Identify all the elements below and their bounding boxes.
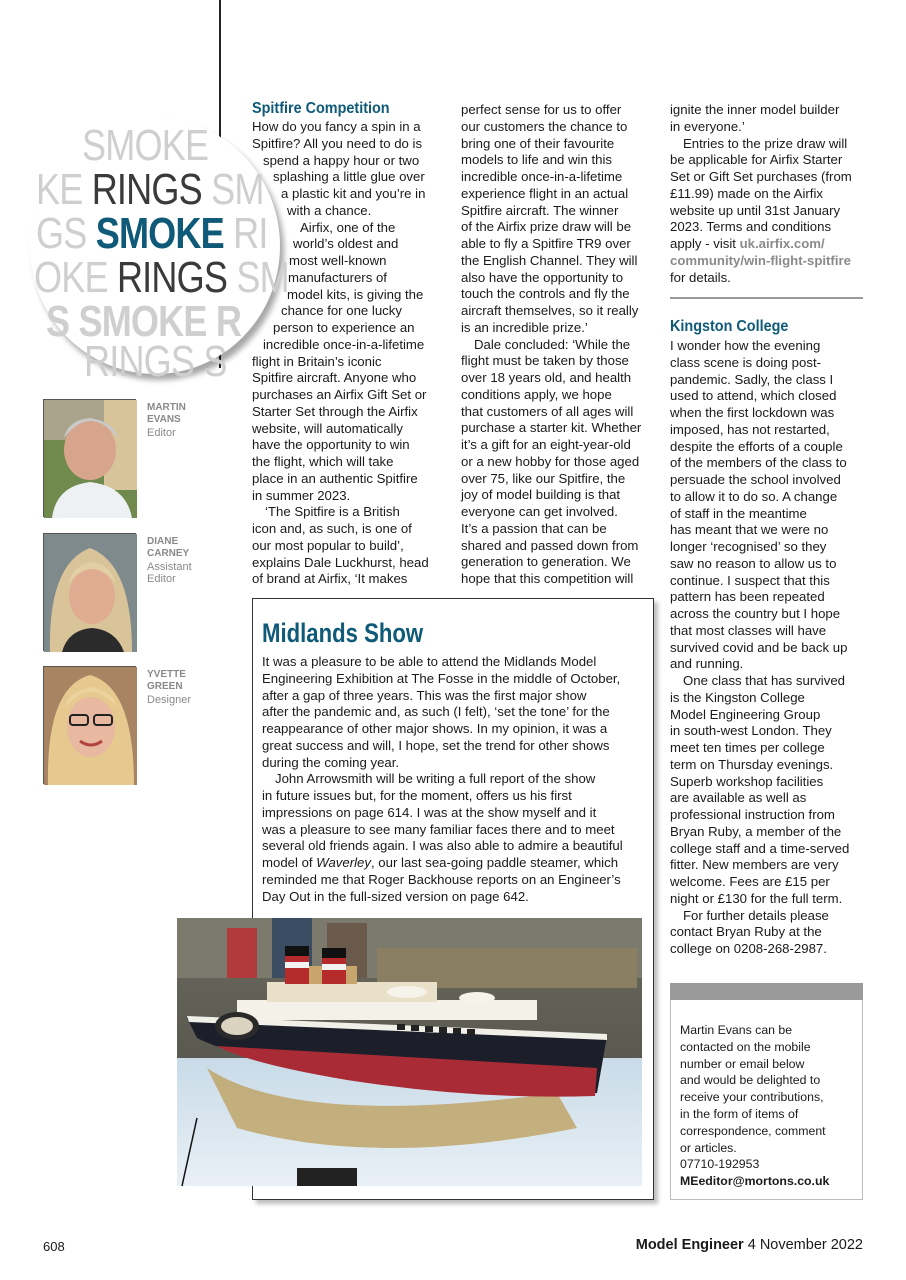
text-line: Entries to the prize draw will bbox=[683, 135, 848, 151]
text-line: longer ‘recognised’ so they bbox=[670, 539, 827, 554]
text-line: It was a pleasure to be able to attend the Midlands Model bbox=[262, 654, 597, 669]
text-line: contact Bryan Ruby at the bbox=[670, 924, 822, 940]
text-line: flight in Britain’s iconic bbox=[252, 353, 382, 369]
text-line: across the country but I hope bbox=[670, 606, 841, 621]
text-line: survived covid and be back up bbox=[670, 639, 848, 655]
text-line: spend a happy hour or two bbox=[263, 152, 420, 168]
staff-name: DIANE CARNEY bbox=[147, 536, 190, 559]
avatar bbox=[43, 666, 136, 784]
text-line: be applicable for Airfix Starter bbox=[670, 152, 843, 168]
staff-martin-evans bbox=[43, 399, 223, 517]
text-line: hope that this competition will bbox=[461, 571, 634, 586]
text-line: Bryan Ruby, a member of the bbox=[670, 823, 842, 839]
text-line: I wonder how the evening bbox=[670, 338, 821, 353]
text-line: also have the opportunity to bbox=[461, 269, 624, 285]
text-line: conditions apply, we hope bbox=[461, 386, 612, 402]
text-line: persuade the school involved bbox=[670, 472, 841, 487]
email-link[interactable]: MEeditor@mortons.co.uk bbox=[680, 1174, 830, 1189]
text-line: Starter Set through the Airfix bbox=[252, 403, 418, 419]
text-line: icon and, as such, is one of bbox=[252, 521, 412, 536]
text-line: is the Kingston College bbox=[670, 689, 805, 705]
text-line: has meant that we were no bbox=[670, 522, 829, 538]
text-line: £11.99) made on the Airfix bbox=[670, 185, 823, 201]
text-line: are available as well as bbox=[670, 790, 807, 806]
text-span: model of bbox=[262, 855, 317, 870]
text-line: place in an authentic Spitfire bbox=[252, 470, 418, 486]
text-line: that most classes will have bbox=[670, 622, 827, 638]
text-line: was a pleasure to see many familiar faces there and to meet bbox=[262, 821, 615, 837]
text-line: One class that has survived bbox=[683, 673, 845, 688]
text-line: reappearance of other major shows. In my opinion, it was a bbox=[262, 721, 608, 736]
text-line: our most popular to build’, bbox=[252, 537, 404, 553]
text-line: for details. bbox=[670, 269, 731, 285]
text-line: in the form of items of bbox=[680, 1106, 799, 1121]
text-line: person to experience an bbox=[273, 320, 415, 335]
text-line: pandemic. Sadly, the class I bbox=[670, 371, 834, 387]
spitfire-column-2 bbox=[461, 102, 661, 588]
page-number: 608 bbox=[43, 1239, 65, 1254]
text-line: shared and passed down from bbox=[461, 537, 639, 553]
text-line: of the members of the class to bbox=[670, 455, 847, 471]
text-line: of brand at Airfix, ‘It makes bbox=[252, 571, 408, 587]
text-line: fitter. New members are very bbox=[670, 857, 839, 873]
logo-line: S SMOKE R bbox=[46, 297, 242, 346]
text-line: or articles. bbox=[680, 1140, 737, 1155]
text-line: in summer 2023. bbox=[252, 487, 351, 503]
kingston-title: Kingston College bbox=[670, 318, 789, 335]
magazine-name: Model Engineer bbox=[635, 1237, 744, 1253]
text-line: flight must be taken by those bbox=[461, 353, 629, 369]
text-line bbox=[262, 855, 642, 872]
text-line: joy of model building is that bbox=[461, 487, 621, 503]
issue-date: 4 November 2022 bbox=[743, 1237, 863, 1253]
text-line: perfect sense for us to offer bbox=[461, 102, 622, 117]
text-line: great success and will, I hope, set the trend for other shows bbox=[262, 737, 610, 753]
waverley-model-photo bbox=[177, 918, 642, 1186]
text-line: during the coming year. bbox=[262, 754, 400, 770]
staff-diane-carney bbox=[43, 533, 223, 651]
text-line: the English Channel. They will bbox=[461, 252, 638, 268]
text-line: It’s a passion that can be bbox=[461, 520, 607, 536]
text-line: our customers the chance to bbox=[461, 118, 628, 134]
staff-role: Assistant Editor bbox=[147, 561, 192, 585]
text-line: when the first lockdown was bbox=[670, 405, 835, 420]
text-line: and running. bbox=[670, 656, 744, 672]
text-line: after the pandemic and, as such (I felt), ‘set the tone’ for the bbox=[262, 704, 610, 720]
text-line: Spitfire aircraft. The winner bbox=[461, 202, 619, 218]
text-line: chance for one lucky bbox=[281, 303, 402, 319]
text-line: models to life and win this bbox=[461, 152, 612, 168]
spitfire-column-3 bbox=[670, 102, 870, 286]
airfix-link-cont[interactable]: community/win-flight-spitfire bbox=[670, 252, 851, 268]
staff-role: Editor bbox=[147, 427, 176, 439]
text-line: meet ten times per college bbox=[670, 740, 825, 755]
logo-line: SMOKE bbox=[82, 121, 209, 170]
text-span-italic: Waverley bbox=[316, 855, 371, 870]
text-line: to allow it to do so. A change bbox=[670, 488, 838, 504]
kingston-column bbox=[670, 317, 870, 958]
text-line: Set or Gift Set purchases (from bbox=[670, 169, 852, 184]
text-line: model kits, is giving the bbox=[287, 286, 424, 302]
text-line: after a gap of three years. This was the first major show bbox=[262, 687, 587, 703]
text-line: reminded me that Roger Backhouse reports on an Engineer’s bbox=[262, 871, 621, 887]
text-line: website, will automatically bbox=[252, 420, 403, 436]
text-line: splashing a little glue over bbox=[273, 169, 425, 185]
logo-line: OKE RINGS SM bbox=[34, 253, 289, 302]
text-line: incredible once-in-a-lifetime bbox=[461, 169, 623, 184]
text-line: class scene is doing post- bbox=[670, 354, 821, 370]
text-line bbox=[670, 236, 870, 253]
text-line: Airfix, one of the bbox=[300, 219, 396, 235]
text-line: professional instruction from bbox=[670, 807, 835, 822]
text-line: of staff in the meantime bbox=[670, 505, 807, 521]
text-line: explains Dale Luckhurst, head bbox=[252, 554, 429, 570]
text-line: the flight, which will take bbox=[252, 454, 394, 469]
staff-name: YVETTE GREEN bbox=[147, 669, 186, 692]
text-line: world’s oldest and bbox=[293, 236, 399, 252]
staff-yvette-green bbox=[43, 666, 223, 784]
midlands-text bbox=[262, 654, 642, 905]
text-line: in future issues but, for the moment, offers us his first bbox=[262, 788, 572, 803]
text-line: purchases an Airfix Gift Set or bbox=[252, 387, 427, 402]
text-line: How do you fancy a spin in a bbox=[252, 119, 421, 134]
text-line: saw no reason to allow us to bbox=[670, 555, 837, 571]
text-line: in south-west London. They bbox=[670, 723, 832, 739]
text-span: apply - visit bbox=[670, 236, 740, 251]
text-line: aircraft themselves, so it really bbox=[461, 303, 639, 318]
text-line: ‘The Spitfire is a British bbox=[265, 504, 400, 520]
text-line: Spitfire? All you need to do is bbox=[252, 135, 423, 151]
contact-text bbox=[680, 1022, 858, 1190]
text-line: imposed, has not restarted, bbox=[670, 421, 830, 437]
phone-number: 07710-192953 bbox=[680, 1157, 760, 1172]
spitfire-column-1 bbox=[252, 99, 452, 588]
staff-name: MARTIN EVANS bbox=[147, 402, 186, 425]
text-line: college staff and a time-served bbox=[670, 840, 850, 856]
text-line: everyone can get involved. bbox=[461, 504, 618, 519]
text-line: John Arrowsmith will be writing a full report of the show bbox=[275, 771, 596, 787]
avatar bbox=[43, 399, 136, 517]
midlands-title: Midlands Show bbox=[262, 618, 424, 648]
text-line: over 75, like our Spitfire, the bbox=[461, 470, 626, 486]
text-line: over 18 years old, and health bbox=[461, 370, 632, 385]
text-line: purchase a starter kit. Whether bbox=[461, 420, 642, 436]
text-line: of the Airfix prize draw will be bbox=[461, 219, 632, 235]
avatar bbox=[43, 533, 136, 651]
text-line: manufacturers of bbox=[288, 269, 387, 285]
footer-publication bbox=[636, 1237, 863, 1253]
text-line bbox=[670, 253, 870, 270]
text-line: Day Out in the full-sized version on page 642. bbox=[262, 888, 529, 904]
text-line: For further details please bbox=[683, 907, 829, 923]
text-span: , our last sea-going paddle steamer, which bbox=[370, 855, 619, 870]
spitfire-title: Spitfire Competition bbox=[252, 100, 390, 117]
text-line: is an incredible prize.’ bbox=[461, 319, 588, 335]
contact-box bbox=[670, 983, 863, 1200]
text-line: contacted on the mobile bbox=[680, 1039, 811, 1054]
text-line: correspondence, comment bbox=[680, 1123, 826, 1138]
text-line: it’s a gift for an eight-year-old bbox=[461, 437, 631, 452]
text-line: that customers of all ages will bbox=[461, 403, 634, 419]
text-line: website up until 31st January bbox=[670, 202, 841, 218]
section-divider bbox=[670, 297, 863, 299]
text-line: used to attend, which closed bbox=[670, 388, 837, 404]
text-line: Martin Evans can be bbox=[680, 1023, 793, 1037]
text-line: a plastic kit and you’re in bbox=[281, 186, 426, 201]
text-line: Engineering Exhibition at The Fosse in the middle of October, bbox=[262, 670, 621, 686]
text-line: number or email below bbox=[680, 1056, 805, 1071]
text-line: ignite the inner model builder bbox=[670, 102, 840, 117]
text-line: have the opportunity to win bbox=[252, 437, 410, 453]
text-line: 2023. Terms and conditions bbox=[670, 219, 832, 235]
text-line: or a new hobby for those aged bbox=[461, 453, 640, 469]
text-line: touch the controls and fly the bbox=[461, 286, 630, 302]
text-line: night or £130 for the full term. bbox=[670, 890, 843, 906]
text-line: with a chance. bbox=[287, 202, 372, 218]
text-line: Dale concluded: ‘While the bbox=[474, 336, 631, 352]
text-line: incredible once-in-a-lifetime bbox=[263, 336, 425, 352]
text-line: term on Thursday evenings. bbox=[670, 756, 834, 772]
text-line: several old friends again. I was also able to admire a beautiful bbox=[262, 838, 623, 854]
text-line: Model Engineering Group bbox=[670, 706, 821, 722]
text-line: receive your contributions, bbox=[680, 1090, 824, 1105]
text-line: despite the efforts of a couple bbox=[670, 438, 843, 454]
text-line: Superb workshop facilities bbox=[670, 773, 824, 789]
text-line: welcome. Fees are £15 per bbox=[670, 874, 830, 889]
text-line: bring one of their favourite bbox=[461, 135, 615, 151]
text-line: pattern has been repeated bbox=[670, 589, 825, 605]
text-line: able to fly a Spitfire TR9 over bbox=[461, 236, 631, 251]
logo-line: RINGS S bbox=[84, 337, 227, 386]
text-line: Spitfire aircraft. Anyone who bbox=[252, 370, 417, 386]
logo-line: GS SMOKE RI bbox=[36, 209, 268, 258]
text-line: and would be delighted to bbox=[680, 1073, 821, 1088]
text-line: impressions on page 614. I was at the show myself and it bbox=[262, 804, 597, 820]
contact-bar bbox=[670, 983, 863, 1000]
text-line: generation to generation. We bbox=[461, 554, 631, 570]
airfix-link[interactable]: uk.airfix.com/ bbox=[739, 236, 825, 251]
text-line: experience flight in an actual bbox=[461, 185, 629, 201]
logo-line: KE RINGS SM bbox=[36, 165, 264, 214]
text-line: continue. I suspect that this bbox=[670, 572, 830, 588]
smoke-rings-logo bbox=[30, 118, 289, 386]
text-line: most well-known bbox=[289, 253, 387, 268]
staff-role: Designer bbox=[147, 694, 192, 706]
text-line: in everyone.’ bbox=[670, 118, 745, 134]
text-line: college on 0208-268-2987. bbox=[670, 941, 827, 956]
